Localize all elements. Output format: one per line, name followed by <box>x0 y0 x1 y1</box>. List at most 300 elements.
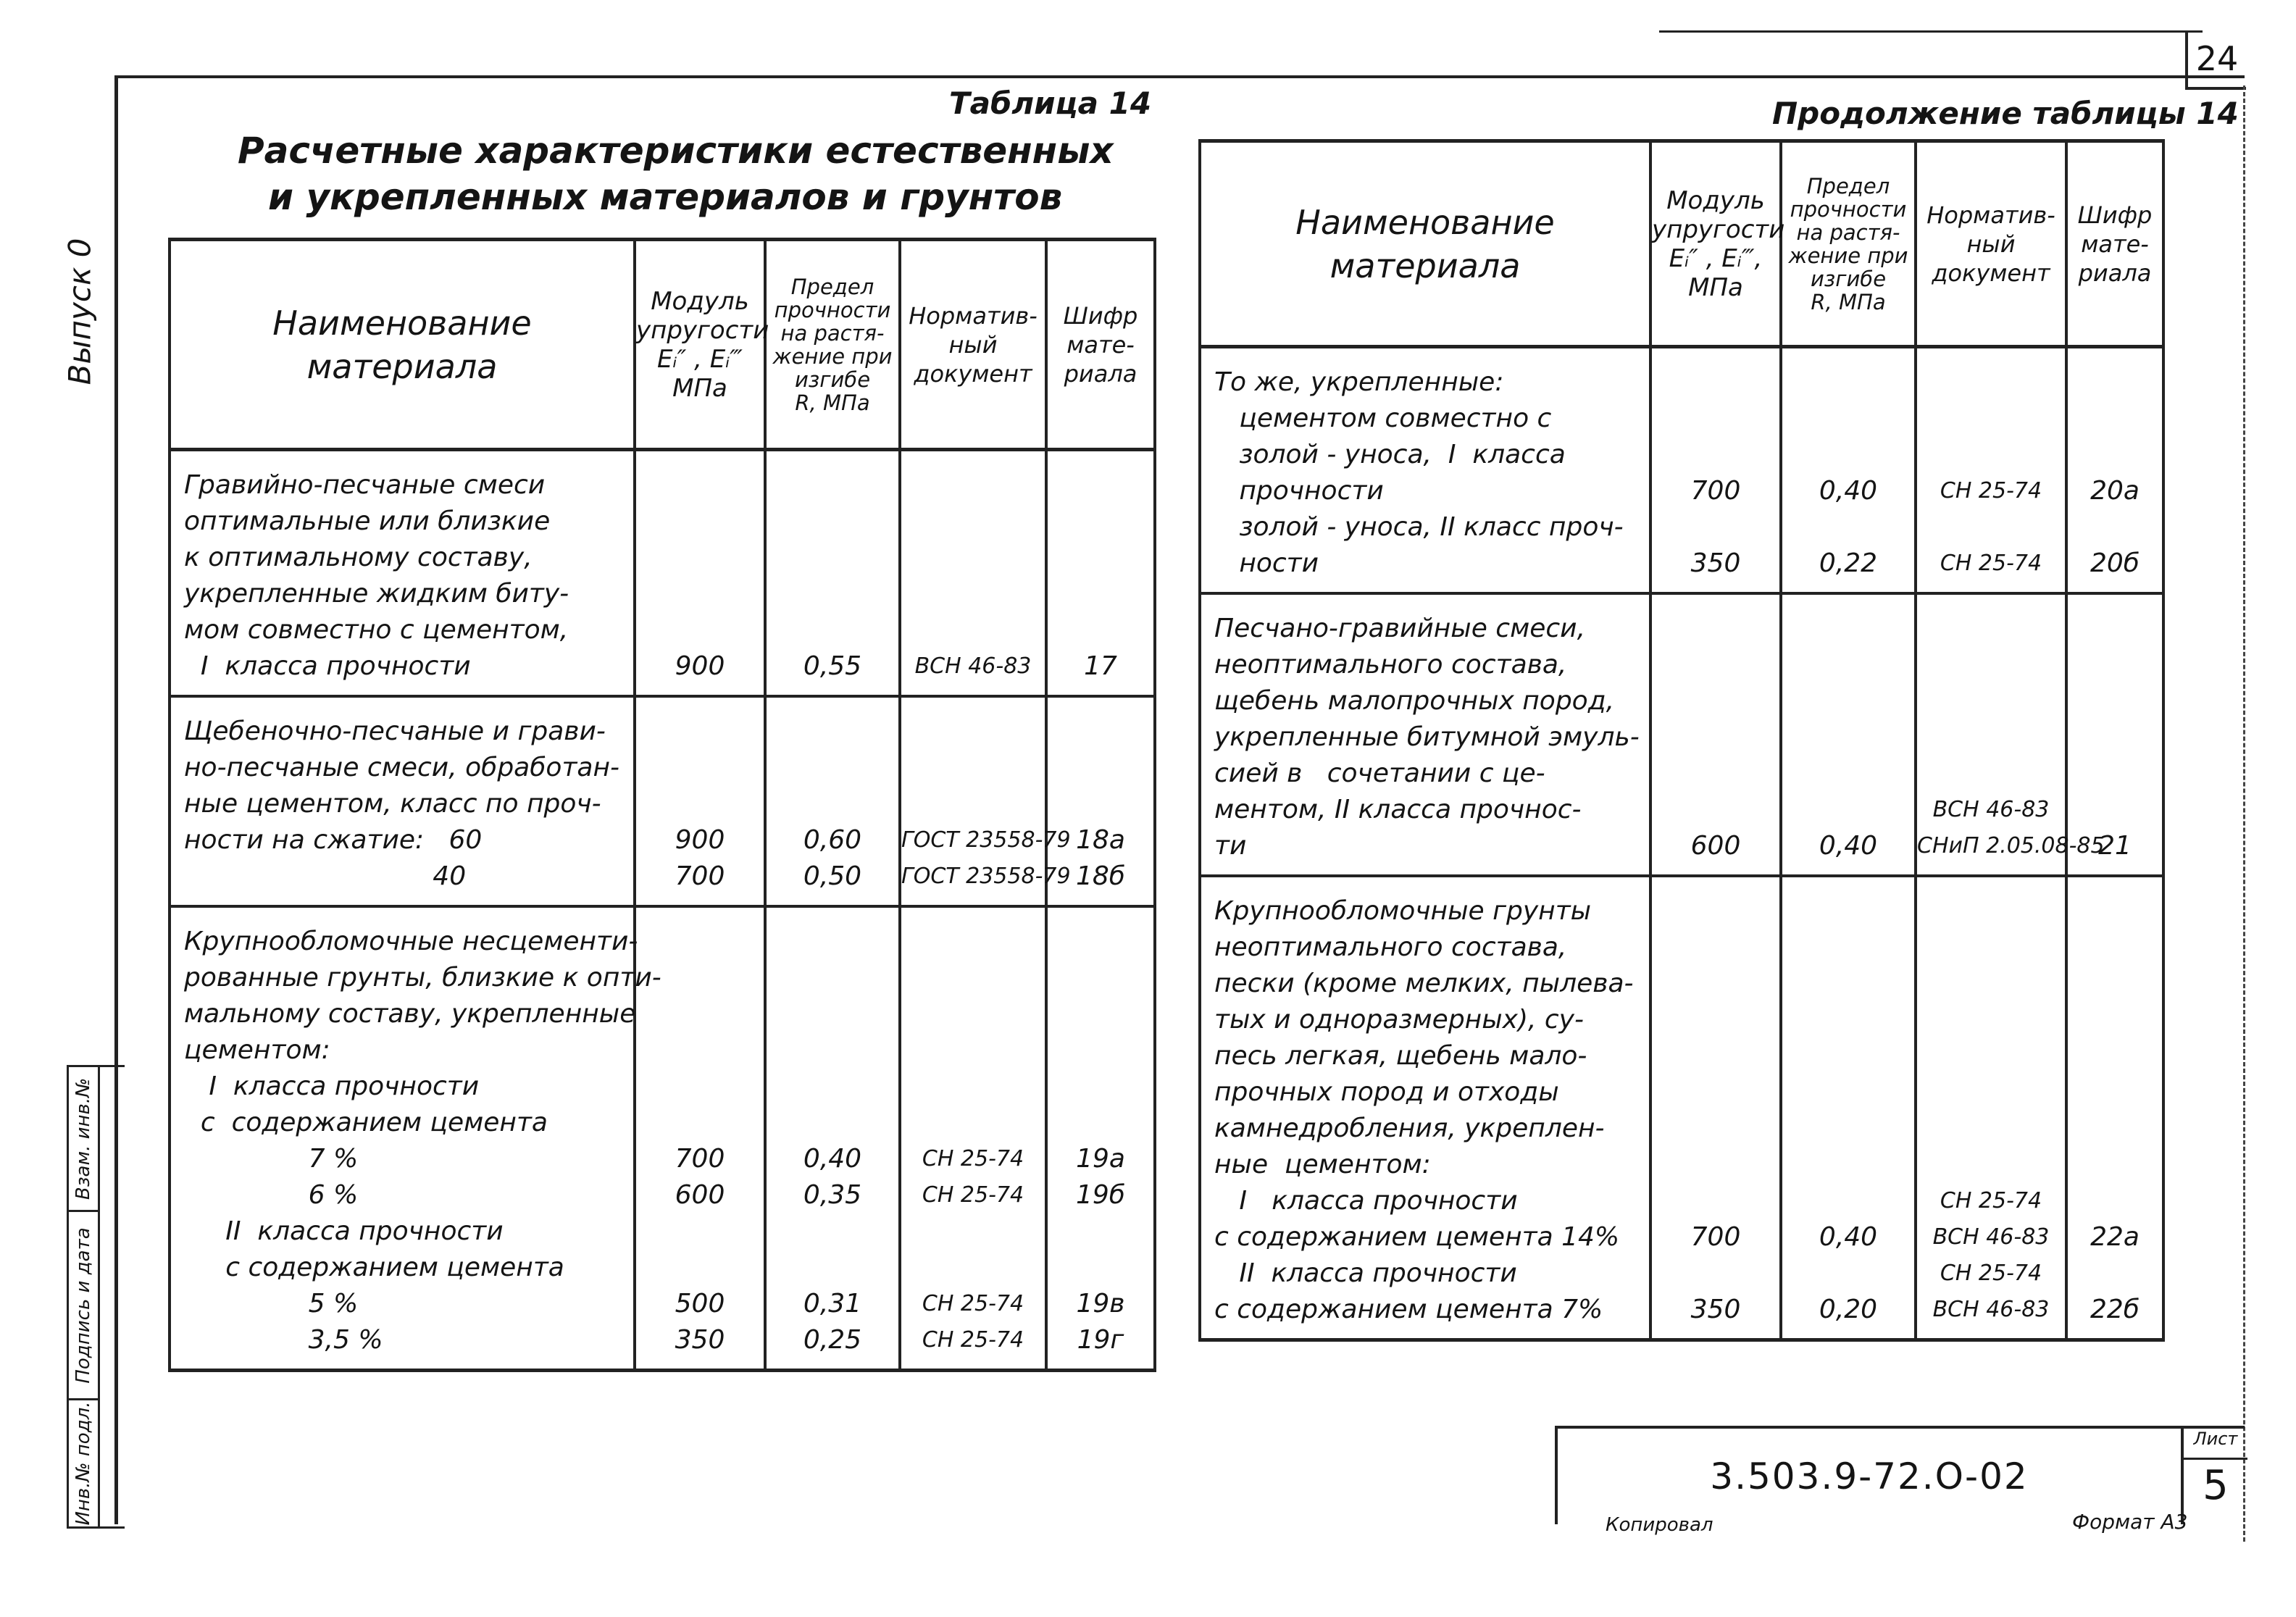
issue-label-text: Выпуск 0 <box>62 238 98 385</box>
strength-value <box>767 540 898 576</box>
modulus-value <box>636 540 764 576</box>
strength-value <box>1782 719 1914 756</box>
modulus-value <box>1652 1038 1779 1074</box>
doc-value: ГОСТ 23558-79 <box>901 827 1071 853</box>
doc-value: ВСН 46-83 <box>1932 1224 2050 1250</box>
strength-cell <box>765 450 900 697</box>
code-value: 19в <box>1076 1289 1125 1319</box>
material-name-line: 6 % <box>184 1180 359 1210</box>
strength-value: 0,35 <box>803 1180 862 1210</box>
right-header-code-line: риала <box>2078 259 2152 287</box>
material-name-line: Крупнообломочные грунты <box>1214 896 1592 926</box>
material-name-line: ности на сжатие: 60 <box>184 825 483 855</box>
doc-value <box>901 750 1045 786</box>
strength-value: 0,40 <box>1819 476 1878 506</box>
strength-value <box>1782 1147 1914 1183</box>
strength-value <box>767 960 898 996</box>
doc-value <box>901 467 1045 504</box>
frame-right-edge <box>2243 85 2245 1542</box>
material-name-line: мальному составу, укрепленные <box>184 999 636 1029</box>
code-value <box>2068 611 2162 647</box>
strength-value: 0,25 <box>803 1325 862 1355</box>
code-value <box>2068 364 2162 401</box>
modulus-value <box>1652 756 1779 792</box>
stamp-repl-inv <box>69 1067 98 1212</box>
strength-value: 0,31 <box>803 1289 862 1319</box>
left-header-strength-line: Предел <box>790 274 874 299</box>
material-name-line: мом совместно с цементом, <box>184 615 569 645</box>
strength-value <box>1782 509 1914 546</box>
modulus-value: 700 <box>1690 476 1741 506</box>
doc-value <box>1917 364 2065 401</box>
strength-value <box>1782 647 1914 683</box>
right-header-normdoc-line: ный <box>1966 230 2016 258</box>
modulus-value <box>1652 1111 1779 1147</box>
code-value: 20б <box>2090 548 2140 578</box>
material-name-line: 7 % <box>184 1144 359 1174</box>
material-name-line: неоптимального состава, <box>1214 650 1567 680</box>
modulus-value: 500 <box>675 1289 725 1319</box>
strength-value <box>767 924 898 960</box>
right-header-strength-line: Предел <box>1806 173 1890 199</box>
material-name-line: I класса прочности <box>184 651 471 681</box>
material-name-line: Гравийно-песчаные смеси <box>184 470 546 500</box>
modulus-value <box>1652 1255 1779 1292</box>
doc-value: ВСН 46-83 <box>914 653 1032 679</box>
left-header-strength-line: прочности <box>774 297 891 322</box>
left-header-modulus-line: Eᵢ″ , Eᵢ‴ <box>657 344 743 374</box>
modulus-cell <box>1650 876 1781 1340</box>
modulus-value <box>636 1250 764 1286</box>
stamp-inv-orig-text: Инв.№ подл. <box>72 1401 94 1526</box>
material-name-cell <box>1200 593 1650 876</box>
left-header-modulus-line: МПа <box>672 373 727 403</box>
right-header-strength <box>1781 141 1916 347</box>
strength-value <box>1782 792 1914 828</box>
code-value <box>2068 1147 2162 1183</box>
strength-value <box>1782 611 1914 647</box>
right-header-normdoc <box>1916 141 2066 347</box>
material-name-line: 5 % <box>184 1289 359 1319</box>
material-name-line: I класса прочности <box>1214 1186 1518 1216</box>
table-row <box>170 906 1155 1371</box>
code-value <box>2068 437 2162 473</box>
modulus-value: 700 <box>675 1144 725 1174</box>
page-number: 24 <box>2185 30 2246 90</box>
right-header-strength-line: R, МПа <box>1811 289 1886 314</box>
code-value: 17 <box>1084 651 1117 681</box>
modulus-value <box>636 996 764 1032</box>
modulus-value: 350 <box>1690 1295 1741 1324</box>
material-name-line: Песчано-гравийные смеси, <box>1214 614 1586 643</box>
strength-value <box>1782 966 1914 1002</box>
modulus-value <box>636 467 764 504</box>
material-name-line: пески (кроме мелких, пылева- <box>1214 969 1634 998</box>
left-header-modulus-line: Модуль <box>651 286 749 316</box>
doc-cell <box>900 696 1071 906</box>
strength-value <box>1782 437 1914 473</box>
strength-value <box>767 1069 898 1105</box>
doc-value <box>1917 509 2065 546</box>
left-table-header <box>170 240 1155 450</box>
code-value <box>2068 683 2162 719</box>
code-value: 18б <box>1075 861 1125 891</box>
modulus-value <box>1652 1002 1779 1038</box>
doc-value: СН 25-74 <box>1940 551 2042 576</box>
material-name-line: II класса прочности <box>184 1216 504 1246</box>
doc-value: СН 25-74 <box>922 1182 1024 1208</box>
material-name-line: золой - уноса, II класс проч- <box>1214 512 1624 542</box>
code-value <box>1048 1213 1153 1250</box>
left-header-strength-line: изгибе <box>794 367 871 392</box>
modulus-value: 350 <box>675 1325 725 1355</box>
material-name-line: тых и одноразмерных), су- <box>1214 1005 1584 1035</box>
right-table-header <box>1200 141 2163 347</box>
left-table <box>168 238 1156 1372</box>
doc-value <box>1917 1038 2065 1074</box>
strength-value <box>1782 1111 1914 1147</box>
code-value <box>1048 1250 1153 1286</box>
modulus-cell <box>1650 347 1781 594</box>
code-value: 20а <box>2090 476 2140 506</box>
modulus-value <box>1652 929 1779 966</box>
right-table-tag: Продолжение таблицы 14 <box>1772 96 2239 131</box>
modulus-value: 900 <box>675 651 725 681</box>
modulus-value <box>1652 792 1779 828</box>
code-value <box>1048 924 1153 960</box>
code-value <box>1048 467 1153 504</box>
modulus-value <box>636 786 764 822</box>
material-name-line: с содержанием цемента 14% <box>1214 1222 1620 1252</box>
strength-value: 0,22 <box>1819 548 1878 578</box>
material-name-line: ные цементом: <box>1214 1150 1431 1179</box>
modulus-value <box>1652 437 1779 473</box>
strength-value <box>767 1213 898 1250</box>
strength-value: 0,55 <box>803 651 862 681</box>
modulus-cell <box>635 450 765 697</box>
doc-value <box>901 714 1045 750</box>
right-header-strength-line: жение при <box>1788 243 1908 268</box>
left-header-normdoc <box>900 240 1046 450</box>
doc-value: СН 25-74 <box>1940 1188 2042 1213</box>
footer-format: Формат А3 <box>2072 1510 2188 1534</box>
material-name-line: II класса прочности <box>1214 1258 1517 1288</box>
modulus-value <box>1652 1074 1779 1111</box>
modulus-value: 900 <box>675 825 725 855</box>
modulus-value <box>636 1032 764 1069</box>
material-name-line: То же, укрепленные: <box>1214 367 1504 397</box>
top-border-line <box>1659 30 2203 33</box>
left-header-strength-line: на растя- <box>780 320 885 346</box>
doc-value <box>901 540 1045 576</box>
modulus-value <box>636 1069 764 1105</box>
material-name-line: оптимальные или близкие <box>184 506 551 536</box>
material-name-line: с содержанием цемента 7% <box>1214 1295 1603 1324</box>
strength-cell <box>1781 593 1916 876</box>
strength-cell <box>1781 876 1916 1340</box>
doc-value <box>1917 1002 2065 1038</box>
material-name-line: щебень малопрочных пород, <box>1214 686 1615 716</box>
right-header-code-line: Шифр <box>2077 201 2153 229</box>
main-title <box>238 128 1114 220</box>
main-title-line1: Расчетные характеристики естественных <box>238 130 1114 172</box>
right-header-strength-line: изгибе <box>1810 266 1887 291</box>
doc-value <box>901 504 1045 540</box>
code-value <box>2068 719 2162 756</box>
code-value <box>2068 401 2162 437</box>
left-header-code-line: риала <box>1064 359 1137 388</box>
material-name-cell <box>170 450 635 697</box>
doc-value: СН 25-74 <box>922 1146 1024 1171</box>
modulus-value: 350 <box>1690 548 1741 578</box>
issue-label <box>58 217 101 406</box>
code-cell <box>2066 876 2163 1340</box>
strength-value <box>1782 756 1914 792</box>
doc-value <box>901 612 1045 648</box>
doc-value: ВСН 46-83 <box>1932 797 2050 822</box>
code-cell <box>2066 347 2163 594</box>
doc-value <box>1917 401 2065 437</box>
code-value <box>2068 1111 2162 1147</box>
code-value <box>1048 1032 1153 1069</box>
material-name-line: 3,5 % <box>184 1325 383 1355</box>
code-value <box>2068 647 2162 683</box>
modulus-value <box>636 924 764 960</box>
material-name-line: к оптимальному составу, <box>184 543 533 572</box>
code-value: 19г <box>1077 1325 1124 1355</box>
strength-value <box>1782 893 1914 929</box>
material-name-line: прочности <box>1214 476 1384 506</box>
doc-cell <box>1916 347 2066 594</box>
strength-value: 0,40 <box>1819 831 1878 861</box>
modulus-value <box>1652 509 1779 546</box>
table-row <box>1200 347 2163 594</box>
left-header-code <box>1046 240 1155 450</box>
doc-value: СН 25-74 <box>1940 1261 2042 1286</box>
modulus-value <box>1652 966 1779 1002</box>
modulus-value <box>1652 893 1779 929</box>
material-name-line: цементом: <box>184 1035 330 1065</box>
material-name-cell <box>170 696 635 906</box>
strength-value <box>1782 929 1914 966</box>
code-value <box>1048 504 1153 540</box>
doc-cell <box>900 906 1046 1371</box>
code-cell <box>1046 906 1155 1371</box>
doc-value <box>901 1213 1045 1250</box>
doc-value <box>901 1250 1045 1286</box>
left-header-name-line: материала <box>306 346 498 386</box>
code-value <box>1048 1069 1153 1105</box>
doc-value: СН 25-74 <box>922 1327 1024 1353</box>
doc-value <box>901 996 1045 1032</box>
doc-cell <box>1916 876 2066 1340</box>
doc-value <box>1917 683 2065 719</box>
strength-value <box>1782 401 1914 437</box>
doc-value <box>1917 966 2065 1002</box>
right-header-normdoc-line: Норматив- <box>1926 201 2055 229</box>
material-name-line: укрепленные битумной эмуль- <box>1214 722 1640 752</box>
strength-value <box>767 504 898 540</box>
left-table-body <box>170 450 1155 1371</box>
doc-value: ВСН 46-83 <box>1932 1297 2050 1322</box>
material-name-cell <box>1200 876 1650 1340</box>
right-header-name <box>1200 141 1650 347</box>
right-header-modulus-line: МПа <box>1688 272 1743 302</box>
doc-value <box>1917 756 2065 792</box>
material-name-cell <box>1200 347 1650 594</box>
modulus-value <box>636 612 764 648</box>
modulus-value: 700 <box>1690 1222 1741 1252</box>
strength-value <box>1782 1183 1914 1219</box>
modulus-value <box>636 714 764 750</box>
strength-value <box>767 750 898 786</box>
modulus-value <box>1652 401 1779 437</box>
code-value: 22а <box>2090 1222 2140 1252</box>
material-name-line: Крупнообломочные несцементи- <box>184 927 638 956</box>
code-value <box>2068 893 2162 929</box>
doc-value: ГОСТ 23558-79 <box>901 864 1071 889</box>
material-name-line: неоптимального состава, <box>1214 932 1567 962</box>
left-header-normdoc-line: Норматив- <box>909 301 1038 330</box>
material-name-line: ментом, II класса прочнос- <box>1214 795 1582 824</box>
strength-value <box>767 612 898 648</box>
left-header-name-line: Наименование <box>272 303 532 343</box>
strength-value <box>767 714 898 750</box>
right-table <box>1198 139 2165 1342</box>
strength-value <box>767 996 898 1032</box>
right-header-name-line: материала <box>1329 246 1521 285</box>
left-header-name <box>170 240 635 450</box>
doc-value <box>1917 647 2065 683</box>
material-name-line: сией в сочетании с це- <box>1214 759 1545 788</box>
stamp-sign-date-text: Подпись и дата <box>72 1227 94 1384</box>
doc-value: СН 25-74 <box>922 1291 1024 1316</box>
material-name-cell <box>170 906 661 1371</box>
material-name-line: укрепленные жидким биту- <box>184 579 569 609</box>
stamp-repl-inv-text: Взам. инв.№ <box>72 1077 94 1200</box>
doc-cell <box>900 450 1046 697</box>
left-header-strength <box>765 240 900 450</box>
strength-value <box>767 467 898 504</box>
doc-value <box>901 1032 1045 1069</box>
doc-value <box>901 924 1045 960</box>
stamp-sign-date <box>69 1212 98 1400</box>
left-header-code-line: мате- <box>1066 330 1135 359</box>
material-name-line: ности <box>1214 548 1319 578</box>
strength-value <box>1782 1255 1914 1292</box>
right-header-strength-line: на растя- <box>1796 220 1900 245</box>
doc-value: СН 25-74 <box>1940 478 2042 504</box>
modulus-cell <box>635 696 765 906</box>
right-header-modulus-line: Eᵢ″ , Eᵢ‴, <box>1669 243 1763 273</box>
code-value <box>1048 612 1153 648</box>
material-name-line: с содержанием цемента <box>184 1108 548 1137</box>
right-header-strength-line: прочности <box>1790 196 1907 222</box>
left-header-code-line: Шифр <box>1063 301 1138 330</box>
code-value <box>2068 509 2162 546</box>
material-name-line: камнедробления, укреплен- <box>1214 1113 1605 1143</box>
code-value <box>1048 540 1153 576</box>
strength-value <box>1782 1074 1914 1111</box>
strength-value: 0,40 <box>803 1144 862 1174</box>
material-name-line: цементом совместно с <box>1214 404 1552 433</box>
doc-value <box>1917 1111 2065 1147</box>
strength-value <box>1782 1038 1914 1074</box>
strength-value <box>767 1105 898 1141</box>
material-name-line: прочных пород и отходы <box>1214 1077 1559 1107</box>
modulus-value <box>1652 719 1779 756</box>
modulus-value <box>1652 683 1779 719</box>
code-cell <box>1046 450 1155 697</box>
doc-value <box>1917 611 2065 647</box>
modulus-value: 700 <box>675 861 725 891</box>
right-header-normdoc-line: документ <box>1932 259 2050 287</box>
material-name-line: золой - уноса, I класса <box>1214 440 1566 469</box>
doc-value <box>901 1105 1045 1141</box>
strength-value: 0,40 <box>1819 1222 1878 1252</box>
strength-cell <box>765 696 900 906</box>
modulus-value: 600 <box>675 1180 725 1210</box>
doc-value <box>901 1069 1045 1105</box>
modulus-value <box>1652 1183 1779 1219</box>
code-value <box>2068 1074 2162 1111</box>
left-header-modulus <box>635 240 769 450</box>
modulus-value <box>636 1105 764 1141</box>
material-name-line: ные цементом, класс по проч- <box>184 789 601 819</box>
table-row <box>170 450 1155 697</box>
modulus-value: 600 <box>1690 831 1741 861</box>
material-name-line: но-песчаные смеси, обработан- <box>184 753 620 782</box>
material-name-line: рованные грунты, близкие к опти- <box>184 963 661 993</box>
modulus-cell <box>1650 593 1781 876</box>
strength-cell <box>765 906 900 1371</box>
left-header-modulus-line: упругости <box>636 315 769 345</box>
code-value <box>1048 576 1153 612</box>
code-value <box>1048 960 1153 996</box>
code-value <box>2068 1002 2162 1038</box>
strength-value <box>1782 364 1914 401</box>
code-value: 22б <box>2090 1295 2140 1324</box>
code-value <box>1048 714 1153 750</box>
material-name-line: I класса прочности <box>184 1071 480 1101</box>
sheet-number: 5 <box>2203 1462 2229 1509</box>
left-table-tag: Таблица 14 <box>949 85 1152 121</box>
code-value: 18а <box>1076 825 1125 855</box>
modulus-value <box>636 576 764 612</box>
strength-value <box>1782 683 1914 719</box>
modulus-value <box>1652 364 1779 401</box>
footer-copied: Копировал <box>1606 1514 1713 1536</box>
doc-value <box>1917 437 2065 473</box>
doc-value <box>901 786 1045 822</box>
strength-value <box>767 1032 898 1069</box>
table-row <box>1200 593 2163 876</box>
modulus-value <box>1652 1147 1779 1183</box>
doc-cell <box>1916 593 2105 876</box>
modulus-value <box>1652 611 1779 647</box>
code-value: 19а <box>1076 1144 1125 1174</box>
strength-value <box>767 786 898 822</box>
doc-value <box>901 576 1045 612</box>
modulus-value <box>1652 647 1779 683</box>
modulus-value <box>636 504 764 540</box>
side-stamp <box>67 1065 125 1529</box>
code-value <box>2068 966 2162 1002</box>
material-name-line: песь легкая, щебень мало- <box>1214 1041 1587 1071</box>
modulus-value <box>636 1213 764 1250</box>
stamp-inv-orig <box>69 1400 98 1529</box>
doc-value <box>1917 719 2065 756</box>
